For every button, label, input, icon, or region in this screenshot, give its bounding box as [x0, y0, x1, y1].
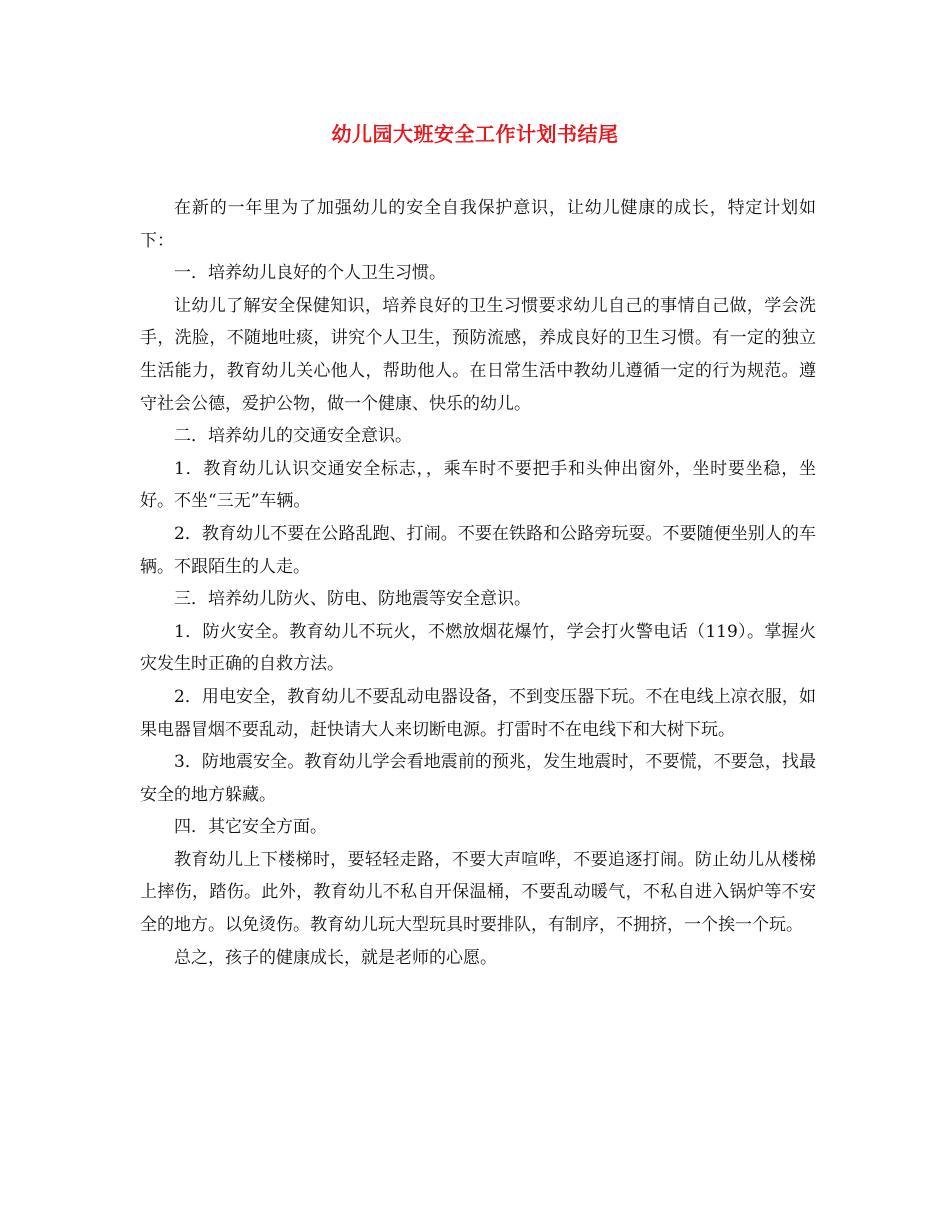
- document-body: [140, 192, 816, 974]
- section-heading-4: 四．其它安全方面。: [174, 817, 327, 838]
- paragraph-traffic-2: 2．教育幼儿不要在公路乱跑、打闹。不要在铁路和公路旁玩耍。不要随便坐别人的车辆。不跟陌生的人走。: [140, 523, 816, 577]
- paragraph-traffic-1: 1．教育幼儿认识交通安全标志，，乘车时不要把手和头伸出窗外，坐时要坐稳，坐好。不坐“三无”车辆。: [140, 458, 816, 512]
- section-heading-2: 二．培养幼儿的交通安全意识。: [174, 426, 412, 447]
- document-title: 幼儿园大班安全工作计划书结尾: [331, 122, 619, 146]
- paragraph-electric-safety: 2．用电安全，教育幼儿不要乱动电器设备，不到变压器下玩。不在电线上凉衣服，如果电器冒烟不要乱动，赶快请大人来切断电源。打雷时不在电线下和大树下玩。: [140, 686, 816, 740]
- paragraph-other-safety: 教育幼儿上下楼梯时，要轻轻走路，不要大声喧哗，不要追逐打闹。防止幼儿从楼梯上摔伤，踏伤。此外，教育幼儿不私自开保温桶，不要乱动暖气，不私自进入锅炉等不安全的地方。以免烫伤。教育幼儿玩大型玩具时要排队，有制序，不拥挤，一个挨一个玩。: [140, 849, 816, 936]
- paragraph-hygiene: 让幼儿了解安全保健知识，培养良好的卫生习惯要求幼儿自己的事情自己做，学会洗手，洗脸，不随地吐痰，讲究个人卫生，预防流感，养成良好的卫生习惯。有一定的独立生活能力，教育幼儿关心他人，帮助他人。在日常生活中教幼儿遵循一定的行为规范。遵守社会公德，爱护公物，做一个健康、快乐的幼儿。: [140, 295, 816, 414]
- paragraph-earthquake-safety: 3．防地震安全。教育幼儿学会看地震前的预兆，发生地震时，不要慌，不要急，找最安全的地方躲藏。: [140, 752, 816, 805]
- section-heading-3: 三．培养幼儿防火、防电、防地震等安全意识。: [174, 589, 531, 610]
- paragraph-fire-safety: 1．防火安全。教育幼儿不玩火，不燃放烟花爆竹，学会打火警电话（119）。掌握火灾发生时正确的自救方法。: [140, 621, 816, 675]
- paragraph-intro: 在新的一年里为了加强幼儿的安全自我保护意识，让幼儿健康的成长，特定计划如下：: [140, 198, 816, 251]
- section-heading-1: 一．培养幼儿良好的个人卫生习惯。: [174, 263, 446, 284]
- paragraph-conclusion: 总之，孩子的健康成长，就是老师的心愿。: [174, 947, 497, 968]
